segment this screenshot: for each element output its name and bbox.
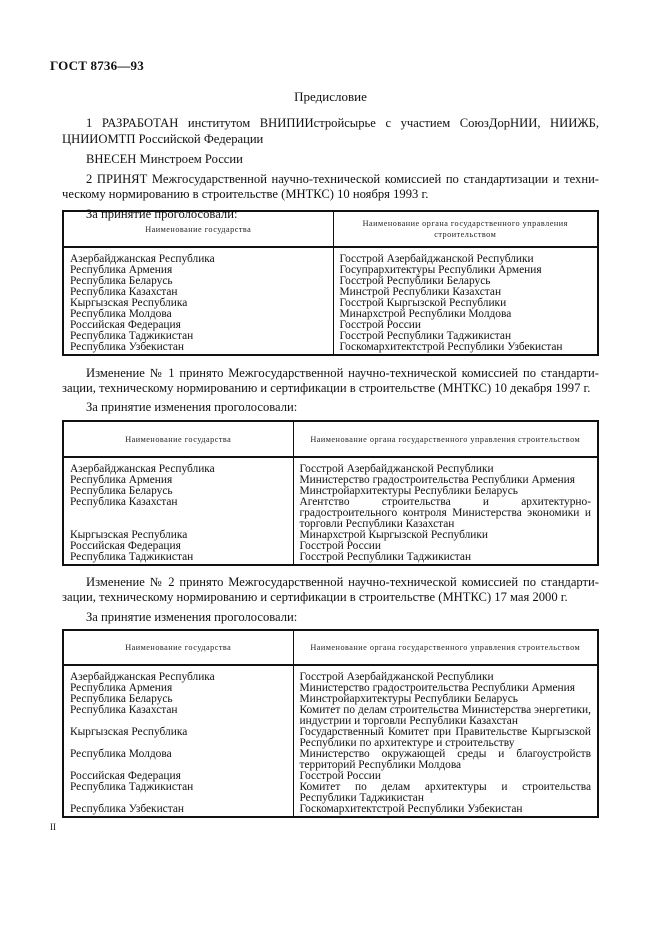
document-code: ГОСТ 8736—93 [50,58,144,73]
authority-cell: Комитет по делам архитектуры и строительства Республики Таджикистан [293,782,598,804]
authority-cell: Госстрой Азербайджанской Республики [293,665,598,683]
authority-cell: Министерство градостроительства Республики Армения [293,683,598,694]
authority-cell: Агентство строительства и архитектурно-градостроительного контроля Министерства экономики и торговли Республики Казахстан [293,497,598,530]
authority-cell: Госстрой Республики Таджикистан [293,552,598,565]
adopted-line1: 2 ПРИНЯТ Межгосударственной научно-технической комиссией по стандартизации и техни- [86,172,599,186]
authority-cell: Государственный Комитет при Правительстве Кыргызской Республики по архитектуре и строительству [293,727,598,749]
authority-cell: Госстрой Азербайджанской Республики [333,247,598,265]
voted-label-2: За принятие изменения проголосовали: [86,400,298,414]
table-row [63,782,598,804]
voted-label-1: За принятие проголосовали: [86,207,238,221]
state-cell: Российская Федерация [70,770,181,782]
table-row [63,749,598,771]
state-cell: Российская Федерация [70,319,181,331]
table-row [63,497,598,530]
table-row [63,665,598,683]
state-cell: Республика Армения [70,682,173,694]
state-cell: Кыргызская Республика [70,726,188,738]
authority-cell: Министерство окружающей среды и благоустройств территорий Республики Молдова [293,749,598,771]
authority-cell: Минархстрой Республики Молдова [333,309,598,320]
state-cell: Российская Федерация [70,540,181,552]
table-row [63,552,598,565]
authority-cell: Госупрархитектуры Республики Армения [333,265,598,276]
authority-cell: Госстрой России [293,771,598,782]
adopted-line2: ческому нормированию в строительстве (МНТКС) 10 ноября 1993 г. [62,187,429,201]
amendment-2-line1: Изменение № 2 принято Межгосударственной научно-технической комиссией по стандарти- [86,575,599,589]
header-state: Наименование государства [63,211,333,247]
authority-cell: Госстрой России [293,541,598,552]
voted-label-3: За принятие изменения проголосовали: [86,610,298,624]
state-cell: Республика Беларусь [70,485,173,497]
state-cell: Республика Армения [70,264,173,276]
state-cell: Республика Казахстан [70,286,178,298]
state-cell: Республика Молдова [70,308,172,320]
authority-cell: Минстрой Республики Казахстан [333,287,598,298]
authority-cell: Госкомархитектстрой Республики Узбекистан [333,342,598,355]
state-cell: Республика Узбекистан [70,341,184,353]
amendment-2-line2: зации, техническому нормированию и сертификации в строительстве (МНТКС) 17 мая 2000 г. [62,590,568,604]
state-cell: Кыргызская Республика [70,529,188,541]
authority-cell: Госстрой Республики Таджикистан [333,331,598,342]
header-state: Наименование государства [63,630,293,665]
introduced-by: ВНЕСЕН Минстроем России [86,152,243,166]
page-number: II [50,822,56,832]
state-cell: Республика Таджикистан [70,781,194,793]
state-cell: Азербайджанская Республика [70,671,215,683]
state-cell: Республика Беларусь [70,275,173,287]
state-cell: Республика Таджикистан [70,551,194,563]
state-cell: Республика Беларусь [70,693,173,705]
authority-cell: Госстрой Республики Беларусь [333,276,598,287]
voting-table-3 [62,629,599,818]
state-cell: Республика Армения [70,474,173,486]
authority-cell: Госстрой России [333,320,598,331]
authority-cell: Госкомархитектстрой Республики Узбекистан [293,804,598,817]
state-cell: Республика Молдова [70,748,172,760]
developed-by-line1: 1 РАЗРАБОТАН институтом ВНИПИИстройсырье с участием СоюзДорНИИ, НИИЖБ, [86,116,599,130]
amendment-1-line2: зации, техническому нормированию и сертификации в строительстве (МНТКС) 10 декабря 1997 г. [62,381,591,395]
table-row [63,457,598,475]
table-row [63,247,598,265]
header-authority: Наименование органа государственного управления строительством [293,630,598,665]
state-cell: Азербайджанская Республика [70,253,215,265]
header-state: Наименование государства [63,421,293,457]
state-cell: Республика Казахстан [70,496,178,508]
authority-cell: Комитет по делам строительства Министерства энергетики, индустрии и торговли Республики Казахстан [293,705,598,727]
authority-cell: Госстрой Кыргызской Республики [333,298,598,309]
developed-by-line2: ЦНИИОМТП Российской Федерации [62,132,264,146]
state-cell: Азербайджанская Республика [70,463,215,475]
authority-cell: Министерство градостроительства Республики Армения [293,475,598,486]
table-row [63,705,598,727]
voting-table-1 [62,210,599,356]
authority-cell: Минстройархитектуры Республики Беларусь [293,694,598,705]
table-row [63,804,598,817]
authority-cell: Минстройархитектуры Республики Беларусь [293,486,598,497]
state-cell: Республика Таджикистан [70,330,194,342]
state-cell: Республика Узбекистан [70,803,184,815]
authority-cell: Минархстрой Кыргызской Республики [293,530,598,541]
section-title: Предисловие [294,89,367,104]
table-row [63,342,598,355]
authority-cell: Госстрой Азербайджанской Республики [293,457,598,475]
table-row [63,727,598,749]
state-cell: Республика Казахстан [70,704,178,716]
header-authority: Наименование органа государственного управления строительством [333,211,598,247]
state-cell: Кыргызская Республика [70,297,188,309]
header-authority: Наименование органа государственного управления строительством [293,421,598,457]
voting-table-2 [62,420,599,566]
amendment-1-line1: Изменение № 1 принято Межгосударственной научно-технической комиссией по стандарти- [86,366,599,380]
